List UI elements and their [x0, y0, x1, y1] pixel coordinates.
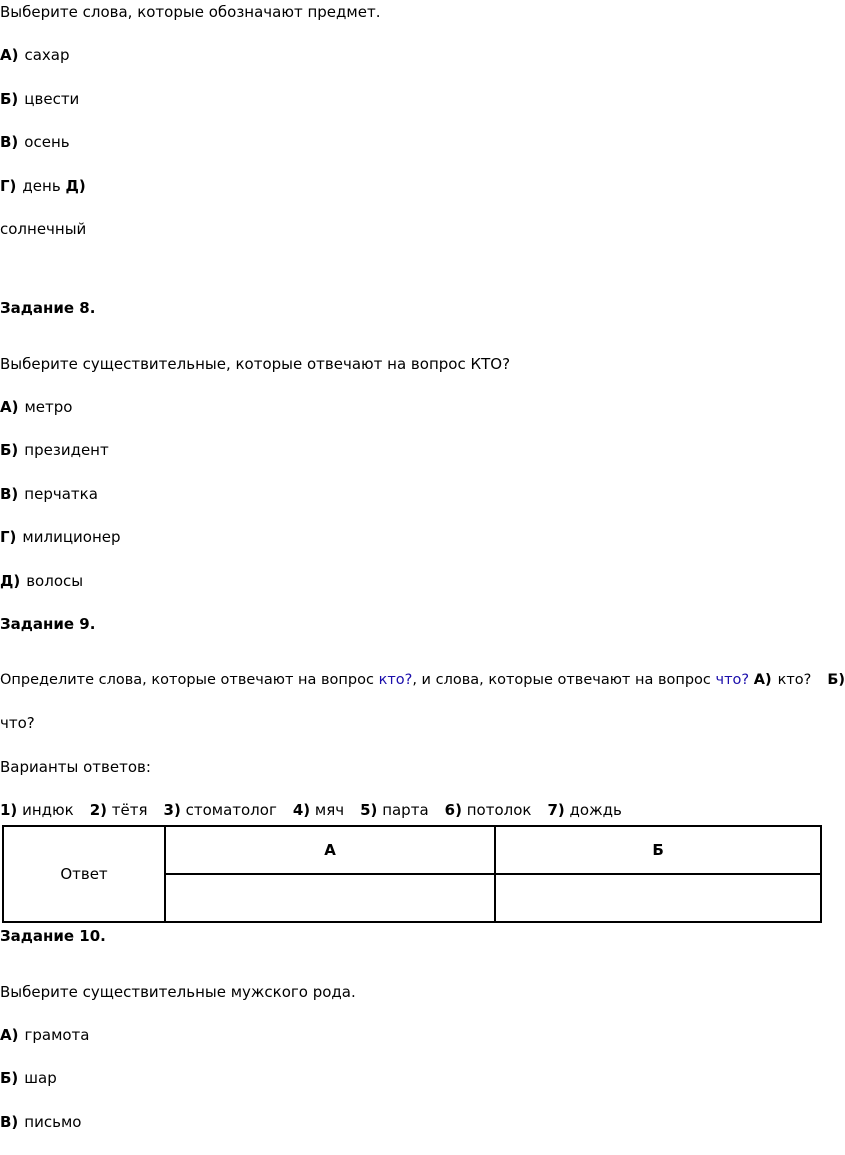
answer-row-label: Ответ: [3, 826, 165, 922]
variant-num: 5): [360, 801, 378, 819]
option-text: милиционер: [22, 528, 121, 546]
option-letter: Г): [0, 177, 17, 195]
variant-text: мяч: [314, 801, 345, 819]
task9-question: [0, 670, 845, 690]
task9-title: Задание 9.: [0, 615, 96, 633]
task9-variants: [0, 800, 622, 820]
option-text: грамота: [24, 1026, 90, 1044]
option-letter: Б): [0, 441, 19, 459]
question-text: Определите слова, которые отвечают на вопрос: [0, 672, 379, 688]
option-text: цвести: [24, 90, 80, 108]
what-word: что?: [715, 672, 750, 688]
task7-option-b: [0, 89, 79, 109]
variant-text: тётя: [111, 801, 148, 819]
option-text: день: [22, 177, 61, 195]
option-letter: Б): [827, 672, 845, 688]
option-text: письмо: [24, 1113, 82, 1131]
task7-question: Выберите слова, которые обозначают предмет.: [0, 3, 381, 21]
variant-num: 1): [0, 801, 18, 819]
variant-text: дождь: [569, 801, 622, 819]
task8-question: Выберите существительные, которые отвечают на вопрос КТО?: [0, 355, 511, 373]
answer-cell-a[interactable]: [165, 874, 495, 922]
column-header-a: А: [165, 826, 495, 874]
variant-text: потолок: [466, 801, 532, 819]
variant-num: 2): [89, 801, 107, 819]
variant-num: 4): [292, 801, 311, 819]
option-text: волосы: [26, 572, 84, 590]
option-text: кто?: [777, 672, 812, 688]
task10-title: Задание 10.: [0, 927, 106, 945]
variant-num: 7): [547, 801, 565, 819]
option-letter: Д): [0, 572, 21, 590]
option-letter: В): [0, 133, 19, 151]
task10-option-a: [0, 1025, 90, 1045]
task10-question: Выберите существительные мужского рода.: [0, 983, 356, 1001]
variant-num: 6): [444, 801, 462, 819]
option-text: перчатка: [24, 485, 98, 503]
variant-text: стоматолог: [185, 801, 277, 819]
option-letter: В): [0, 485, 19, 503]
option-letter: А): [0, 398, 19, 416]
option-letter: Г): [0, 528, 17, 546]
option-letter: Б): [0, 90, 19, 108]
who-word: кто?: [378, 672, 413, 688]
task9-b-text: что?: [0, 714, 35, 732]
option-text: сахар: [24, 46, 70, 64]
answer-cell-b[interactable]: [495, 874, 821, 922]
option-letter: А): [753, 672, 772, 688]
option-letter: Б): [0, 1069, 19, 1087]
column-header-b: Б: [495, 826, 821, 874]
answer-table: [2, 825, 822, 923]
task8-option-e: [0, 571, 83, 591]
option-text: осень: [24, 133, 70, 151]
task10-option-c: [0, 1112, 81, 1132]
option-text: шар: [24, 1069, 57, 1087]
task9-variants-label: Варианты ответов:: [0, 758, 151, 776]
table-row: [3, 826, 821, 874]
question-text: , и слова, которые отвечают на вопрос: [412, 672, 716, 688]
variant-text: индюк: [22, 801, 74, 819]
task7-option-d: [0, 176, 86, 196]
task8-option-a: [0, 397, 72, 417]
task10-option-b: [0, 1068, 57, 1088]
option-letter: А): [0, 1026, 19, 1044]
variant-num: 3): [163, 801, 181, 819]
task8-option-c: [0, 484, 98, 504]
task7-option-e-text: солнечный: [0, 220, 87, 238]
option-letter: В): [0, 1113, 19, 1131]
task8-option-b: [0, 440, 109, 460]
task8-option-d: [0, 527, 121, 547]
task7-option-c: [0, 132, 70, 152]
option-letter: А): [0, 46, 19, 64]
task8-title: Задание 8.: [0, 299, 96, 317]
option-letter: Д): [65, 177, 86, 195]
option-text: метро: [24, 398, 73, 416]
variant-text: парта: [382, 801, 429, 819]
option-text: президент: [24, 441, 109, 459]
task7-option-a: [0, 45, 70, 65]
